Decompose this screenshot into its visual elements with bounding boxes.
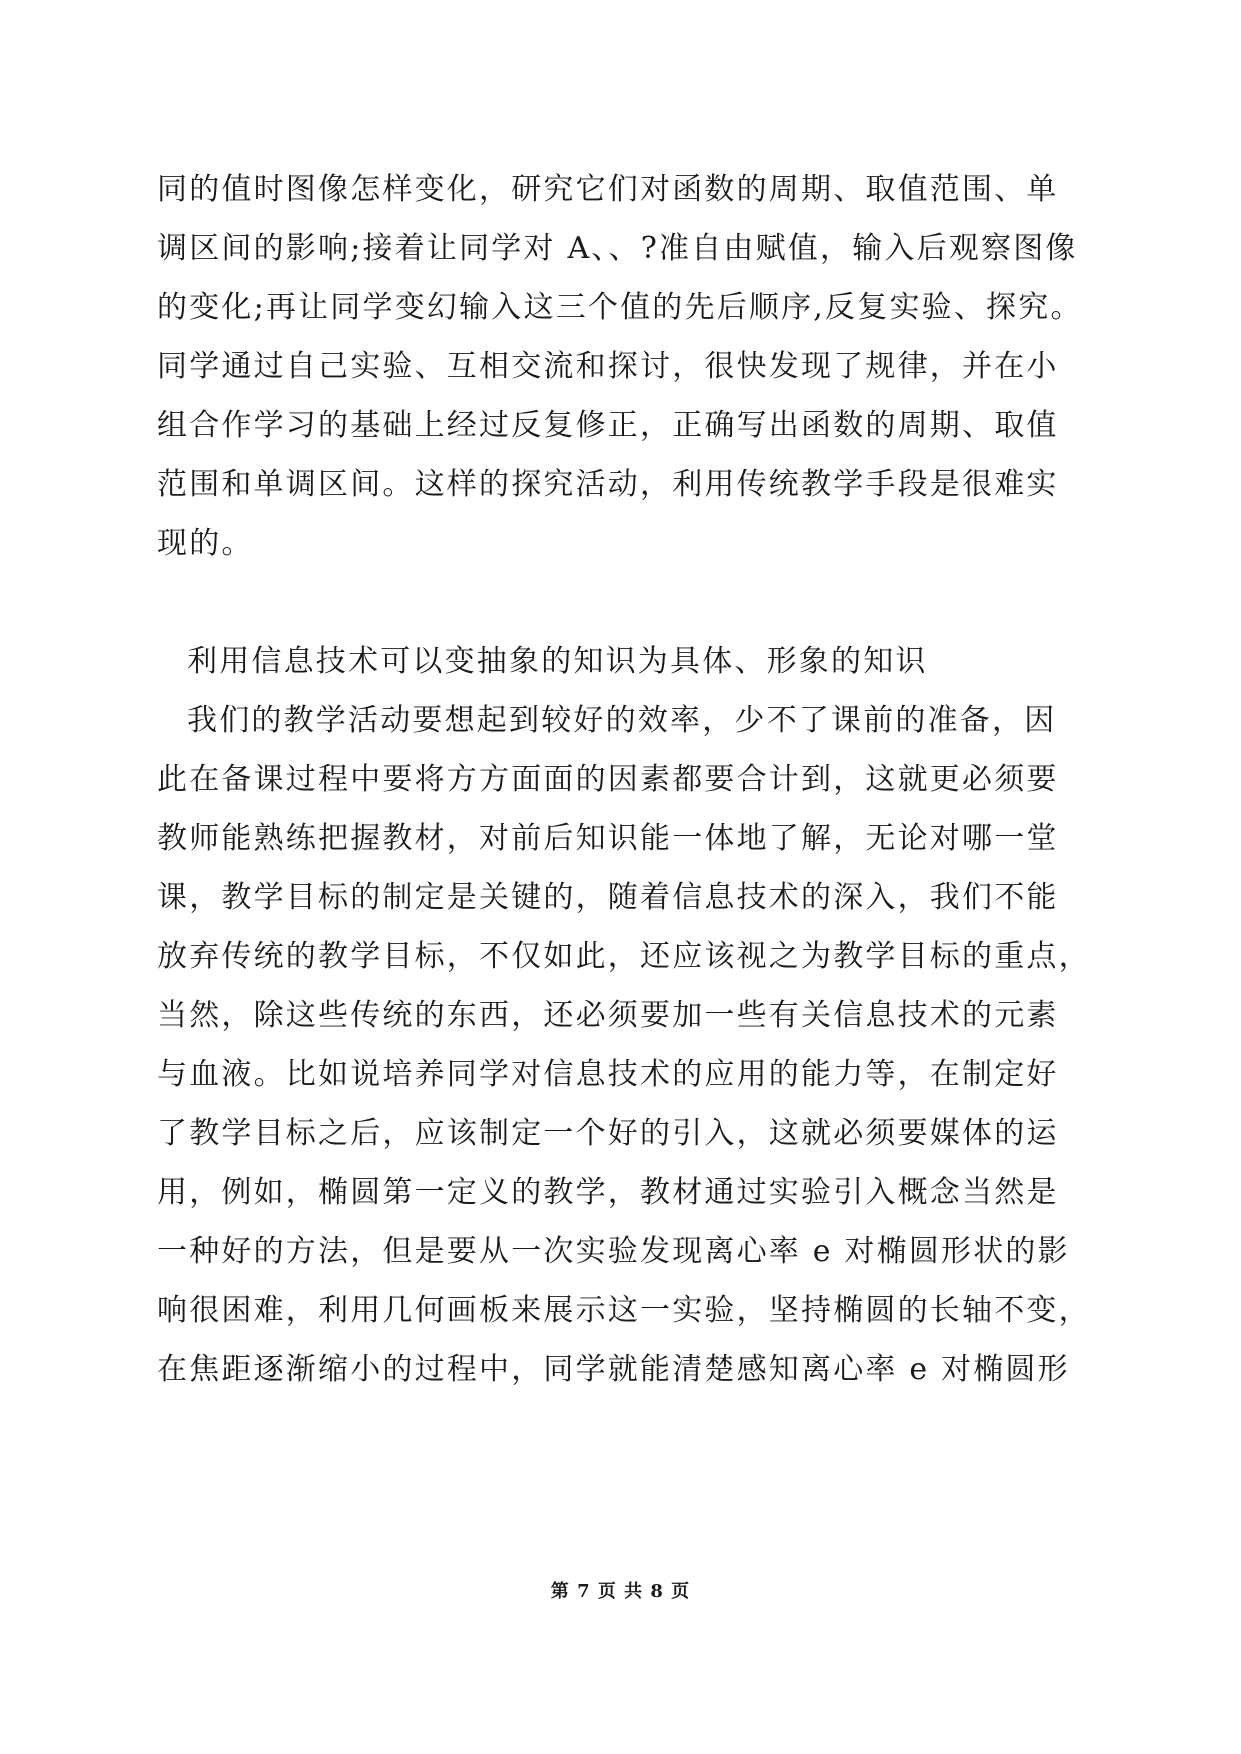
paragraph2-line-1: 我们的教学活动要想起到较好的效率，少不了课前的准备，因 [187, 703, 1057, 738]
paragraph1-line-3: 的变化;再让同学变幻输入这三个值的先后顺序,反复实验、探究。 [157, 290, 1083, 325]
paragraph2-line-12: 在焦距逐渐缩小的过程中，同学就能清楚感知离心率 e 对椭圆形 [157, 1352, 1070, 1387]
paragraph2-line-10: 一种好的方法，但是要从一次实验发现离心率 e 对椭圆形状的影 [157, 1234, 1070, 1269]
paragraph2-line-7: 与血液。比如说培养同学对信息技术的应用的能力等，在制定好 [157, 1057, 1059, 1092]
paragraph2-line-4: 课，教学目标的制定是关键的，随着信息技术的深入，我们不能 [157, 880, 1059, 915]
paragraph1-line-1: 同的值时图像怎样变化，研究它们对函数的周期、取值范围、单 [157, 172, 1059, 207]
paragraph1-line-5: 组合作学习的基础上经过反复修正，正确写出函数的周期、取值 [157, 408, 1059, 443]
paragraph2-line-5: 放弃传统的教学目标，不仅如此，还应该视之为教学目标的重点， [157, 939, 1091, 974]
paragraph1-line-6: 范围和单调区间。这样的探究活动，利用传统教学手段是很难实 [157, 467, 1059, 502]
paragraph2-line-9: 用，例如，椭圆第一定义的教学，教材通过实验引入概念当然是 [157, 1175, 1059, 1210]
paragraph2-line-2: 此在备课过程中要将方方面面的因素都要合计到，这就更必须要 [157, 762, 1059, 797]
paragraph2-line-3: 教师能熟练把握教材，对前后知识能一体地了解，无论对哪一堂 [157, 821, 1059, 856]
paragraph2-line-8: 了教学目标之后，应该制定一个好的引入，这就必须要媒体的运 [157, 1116, 1059, 1151]
paragraph2-line-6: 当然，除这些传统的东西，还必须要加一些有关信息技术的元素 [157, 998, 1059, 1033]
paragraph2-line-11: 响很困难，利用几何画板来展示这一实验，坚持椭圆的长轴不变， [157, 1293, 1091, 1328]
paragraph1-line-7: 现的。 [157, 526, 254, 561]
paragraph1-line-4: 同学通过自己实验、互相交流和探讨，很快发现了规律，并在小 [157, 349, 1059, 384]
page-number-footer: 第 7 页 共 8 页 [550, 1581, 691, 1602]
paragraph1-line-2: 调区间的影响;接着让同学对 A、、?准自由赋值，输入后观察图像 [157, 231, 1078, 266]
section-heading: 利用信息技术可以变抽象的知识为具体、形象的知识 [187, 644, 928, 679]
